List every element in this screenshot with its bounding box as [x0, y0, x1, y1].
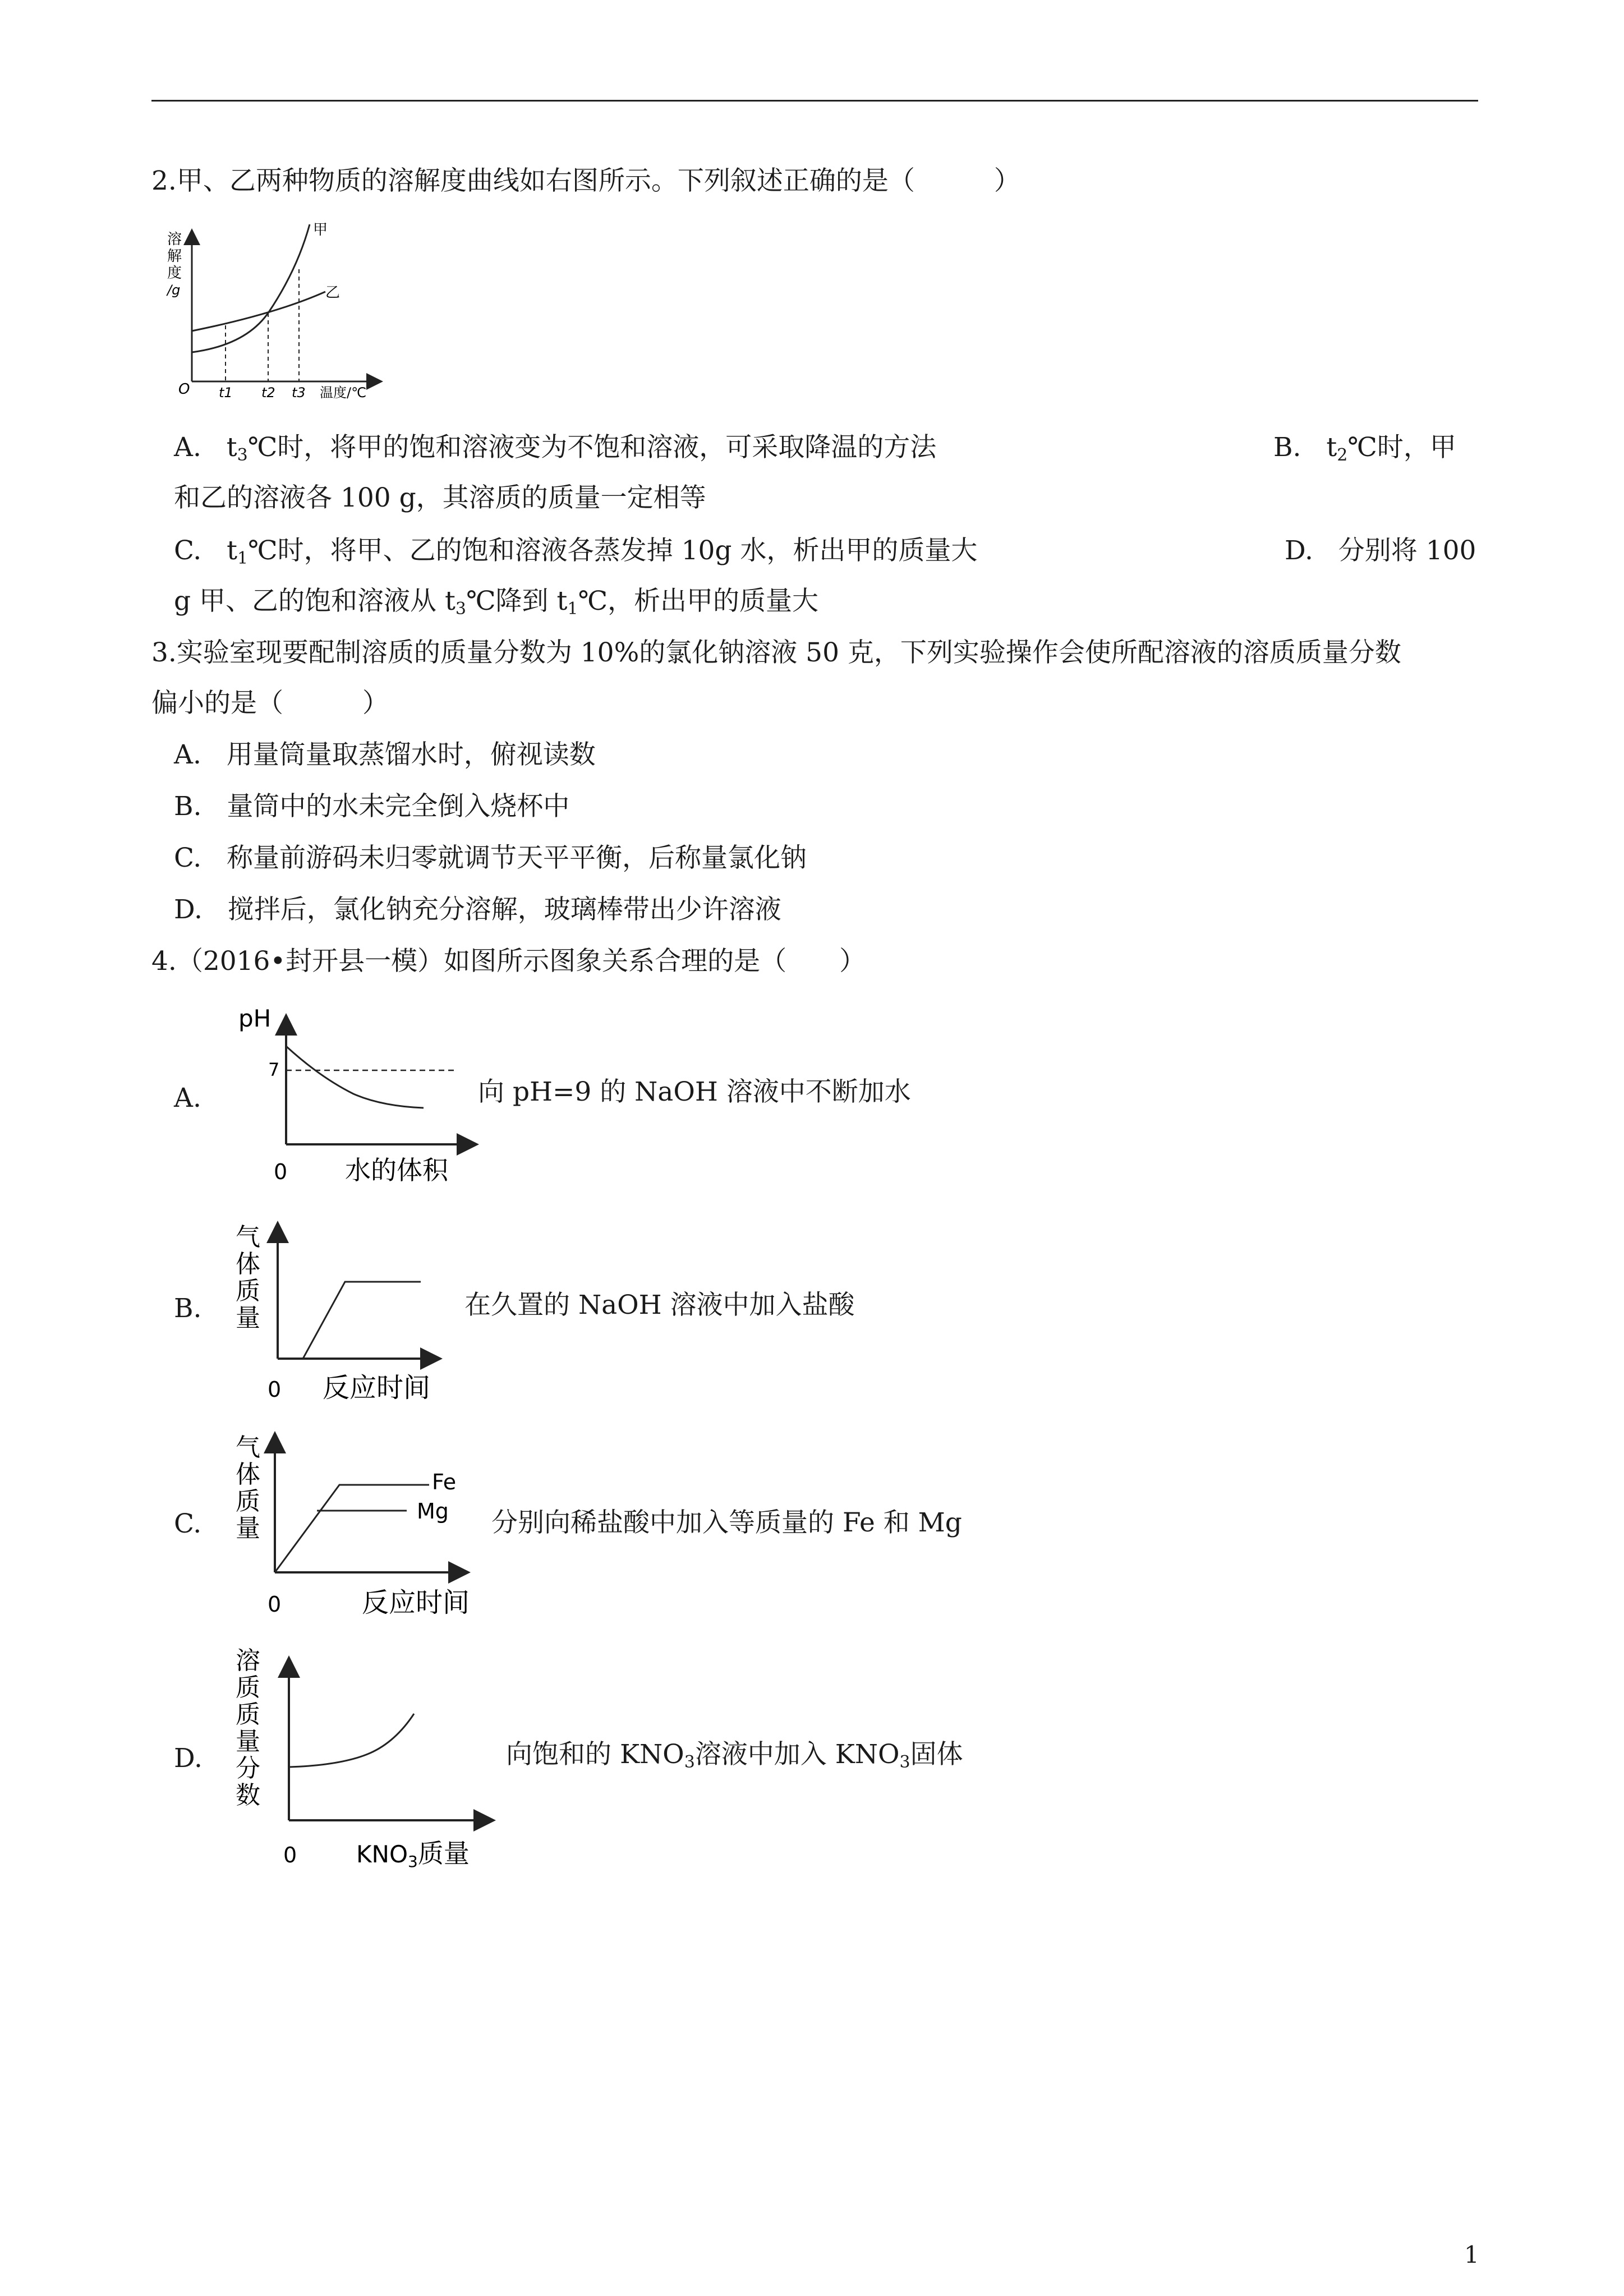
q4b-xlabel: 反应时间 [323, 1372, 431, 1404]
q2-option-b [1273, 431, 1456, 472]
option-text: ℃，析出甲的质量大 [578, 586, 819, 616]
q3-option-b [174, 790, 569, 823]
q4d-curve [289, 1714, 414, 1767]
q2-option-d [1285, 534, 1476, 568]
q4c-ylabel-3: 质 [236, 1487, 260, 1516]
q2-option-d-cont [174, 585, 818, 626]
q4a-xlabel: 水的体积 [345, 1155, 448, 1185]
q4d-ylabel-4: 量 [236, 1727, 260, 1756]
description-text: 向饱和的 KNO [506, 1739, 684, 1770]
option-text: ℃降到 t [466, 586, 568, 616]
subscript: 3 [899, 1752, 910, 1772]
q4b-description: 在久置的 NaOH 溶液中加入盐酸 [464, 1290, 855, 1320]
q4a-label: A. [174, 1083, 201, 1114]
q4-stem: 4.（2016•封开县一模）如图所示图象关系合理的是（ ） [151, 946, 866, 977]
subscript: 1 [237, 549, 249, 568]
q4c-fe-label: Fe [432, 1470, 457, 1494]
q2-option-a [174, 431, 936, 472]
header-rule [151, 100, 1478, 102]
subscript: 3 [684, 1752, 695, 1772]
q4c-mg-label: Mg [417, 1499, 449, 1524]
q2-label-jia: 甲 [313, 222, 328, 238]
q4d-ylabel-1: 溶 [236, 1646, 260, 1675]
option-label: C. [174, 843, 202, 873]
description-text: 固体 [910, 1739, 963, 1770]
q2-curve-jia [192, 224, 310, 352]
subscript: 3 [455, 599, 466, 619]
q4a-curve [286, 1046, 424, 1108]
q4b-ylabel-4: 量 [236, 1304, 260, 1332]
q4d-fraction-figure [230, 1641, 510, 1888]
page-number: 1 [1464, 2241, 1479, 2269]
q4a-ph-figure [230, 999, 499, 1200]
q4d-ylabel-2: 质 [236, 1673, 260, 1702]
q3-option-c [174, 841, 807, 875]
option-text: t [1326, 432, 1337, 463]
q4b-label: B. [174, 1293, 202, 1324]
q2-label-yi: 乙 [325, 284, 341, 301]
option-label: D. [174, 894, 203, 925]
subscript: 2 [1337, 445, 1348, 465]
q4d-ylabel-6: 数 [236, 1781, 260, 1810]
q4b-ylabel-3: 质 [236, 1277, 260, 1305]
description-text: 溶液中加入 KNO [694, 1739, 900, 1770]
option-text: t [226, 432, 237, 463]
subscript: 3 [237, 445, 248, 465]
q4c-description: 分别向稀盐酸中加入等质量的 Fe 和 Mg [491, 1507, 962, 1538]
option-text: 量筒中的水未完全倒入烧杯中 [227, 791, 570, 822]
q4b-origin: 0 [268, 1377, 282, 1402]
q2-option-b-cont: 和乙的溶液各 100 g，其溶质的质量一定相等 [174, 482, 706, 513]
q4d-origin: 0 [283, 1843, 297, 1867]
q4a-ytick-7: 7 [268, 1059, 280, 1080]
q2-xlabel: 温度/℃ [320, 385, 367, 401]
q4a-description: 向 pH=9 的 NaOH 溶液中不断加水 [478, 1076, 911, 1107]
q4c-label: C. [174, 1508, 202, 1539]
option-label: D. [1285, 535, 1313, 566]
option-label: B. [174, 791, 202, 822]
subscript: 1 [567, 599, 578, 619]
option-text: g 甲、乙的饱和溶液从 t [174, 586, 456, 616]
option-label: A. [174, 432, 201, 463]
q4d-label: D. [174, 1743, 203, 1774]
option-text: t [227, 535, 237, 566]
option-text: 用量筒量取蒸馏水时，俯视读数 [226, 739, 596, 770]
q4b-gas-figure [227, 1212, 463, 1414]
q2-stem: 2.甲、乙两种物质的溶解度曲线如右图所示。下列叙述正确的是（ ） [151, 165, 1020, 196]
q2-option-c [174, 534, 977, 576]
q3-option-a [174, 738, 596, 772]
q4d-ylabel-3: 质 [236, 1700, 260, 1729]
q2-origin: O [178, 381, 190, 398]
q2-ylabel-1: 溶 [167, 231, 182, 248]
q4c-ylabel-1: 气 [236, 1433, 260, 1462]
q4a-origin: 0 [274, 1159, 288, 1184]
option-text: ℃时，甲 [1347, 432, 1456, 463]
q2-ylabel-3: 度 [167, 265, 182, 282]
q4d-description [506, 1738, 963, 1779]
q4b-ylabel-1: 气 [236, 1223, 260, 1251]
q4b-ylabel-2: 体 [236, 1250, 260, 1278]
q4c-origin: 0 [268, 1592, 282, 1617]
q2-xtick-t2: t2 [261, 385, 275, 401]
q3-stem-line2: 偏小的是（ ） [151, 688, 389, 719]
q4a-ylabel: pH [238, 1005, 272, 1032]
option-text: ℃时，将甲的饱和溶液变为不饱和溶液，可采取降温的方法 [247, 432, 937, 463]
option-label: B. [1273, 432, 1301, 463]
q4c-gas-figure [227, 1422, 508, 1630]
q2-xtick-t1: t1 [219, 385, 233, 401]
option-text: 称量前游码未归零就调节天平平衡，后称量氯化钠 [227, 843, 807, 873]
q2-ylabel-2: 解 [167, 248, 182, 265]
q3-stem-line1: 3.实验室现要配制溶质的质量分数为 10%的氯化钠溶液 50 克，下列实验操作会使所配溶液的溶质质量分数 [151, 637, 1401, 668]
q2-solubility-figure [163, 219, 398, 404]
option-text: 搅拌后，氯化钠充分溶解，玻璃棒带出少许溶液 [227, 894, 781, 925]
q4c-ylabel-2: 体 [236, 1460, 260, 1489]
option-label: A. [174, 739, 201, 770]
q2-ylabel-4: /g [167, 282, 181, 298]
q2-xtick-t3: t3 [292, 385, 306, 401]
q4c-xlabel: 反应时间 [362, 1587, 470, 1618]
q3-option-d [174, 893, 781, 927]
q4b-curve [303, 1282, 421, 1359]
option-label: C. [174, 535, 202, 566]
option-text: 分别将 100 [1338, 535, 1476, 566]
option-text: ℃时，将甲、乙的饱和溶液各蒸发掉 10g 水，析出甲的质量大 [248, 535, 978, 566]
q4d-xlabel: KNO3质量 [356, 1838, 470, 1871]
q4d-ylabel-5: 分 [236, 1754, 260, 1783]
q4c-ylabel-4: 量 [236, 1514, 260, 1543]
q4c-fe-line [275, 1485, 429, 1572]
